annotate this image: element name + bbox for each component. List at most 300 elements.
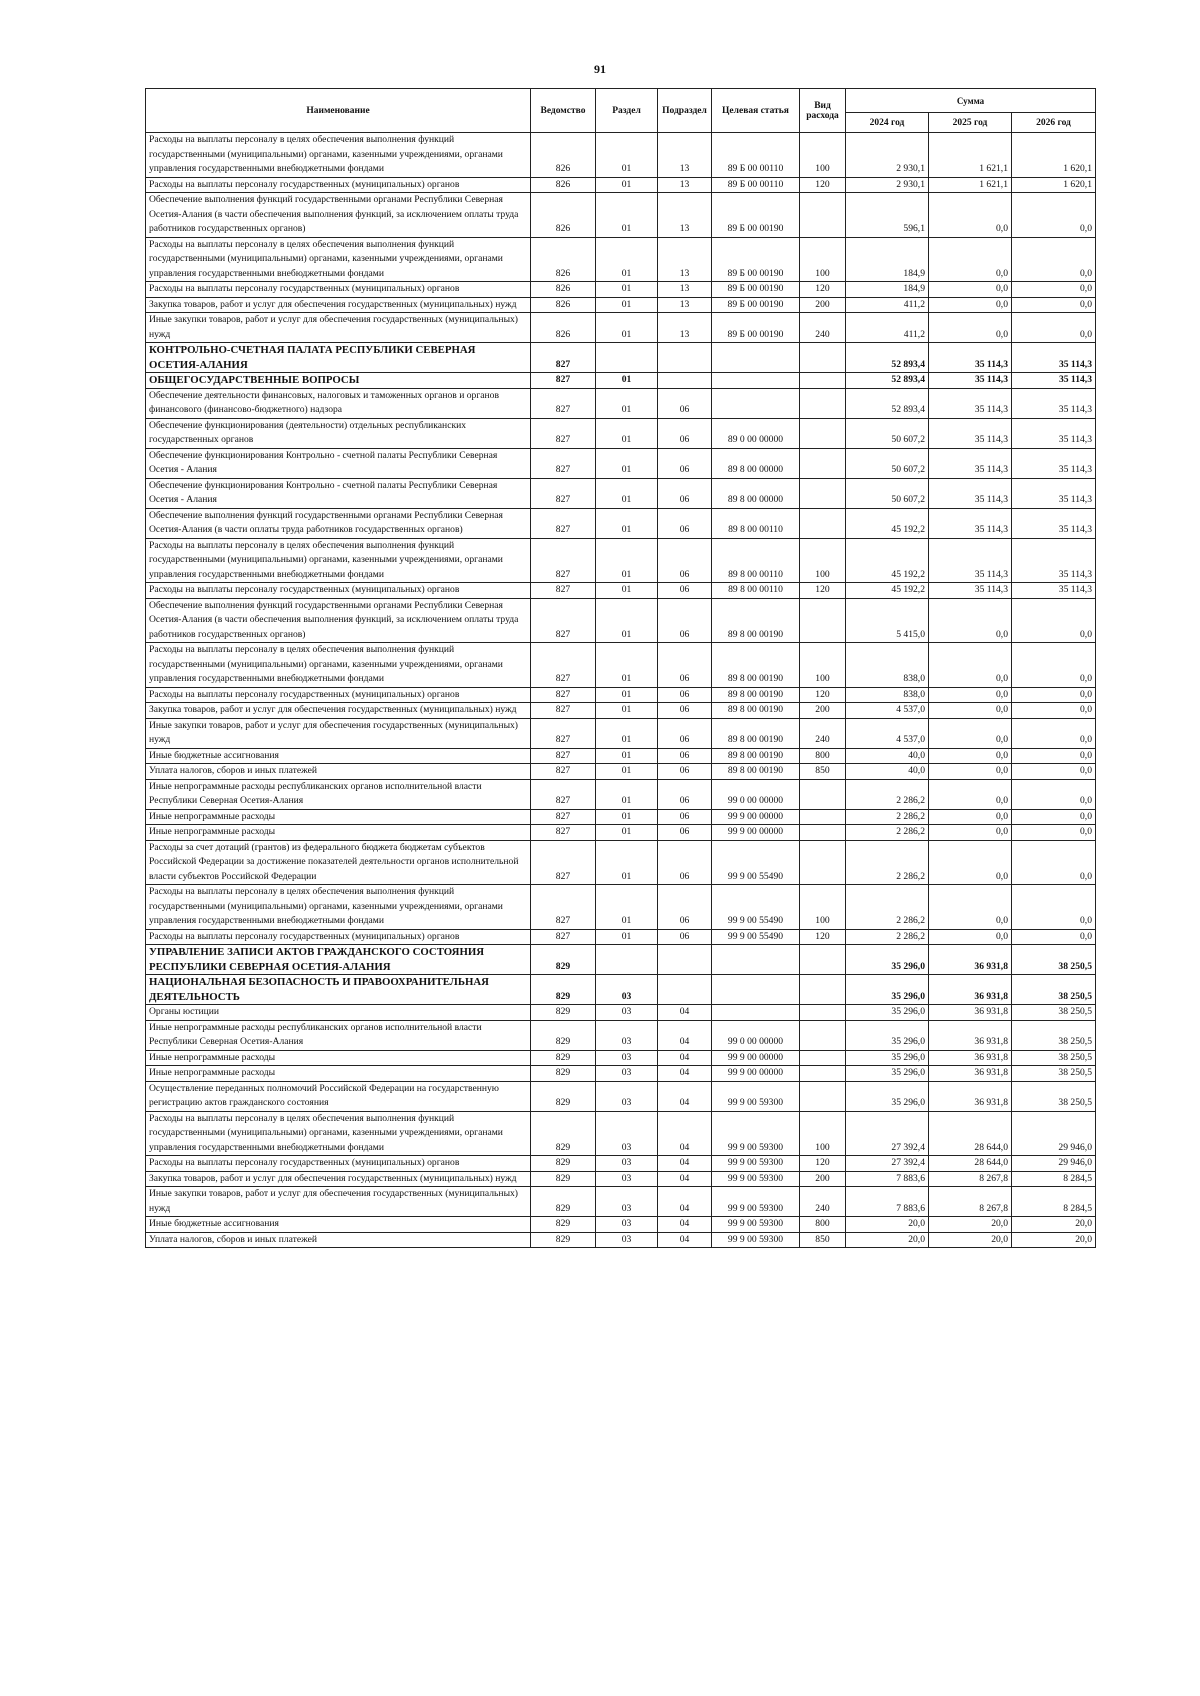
- row-razdel-cell: 03: [596, 1156, 658, 1172]
- row-vedomstvo-cell: 827: [531, 825, 596, 841]
- row-sum-2026-cell: 35 114,3: [1012, 388, 1096, 418]
- row-sum-2024-cell: 52 893,4: [846, 343, 929, 373]
- row-podrazdel-cell: 06: [658, 418, 712, 448]
- row-podrazdel-cell: 06: [658, 885, 712, 930]
- row-sum-2025-cell: 35 114,3: [929, 508, 1012, 538]
- row-celevaya-cell: 89 8 00 00190: [712, 643, 800, 688]
- table-row: [146, 598, 1096, 643]
- row-sum-2025-cell: 0,0: [929, 297, 1012, 313]
- row-name-cell: Иные непрограммные расходы республиканских органов исполнительной власти Республики Северная Осетия-Алания: [146, 1020, 531, 1050]
- row-name-cell: Закупка товаров, работ и услуг для обеспечения государственных (муниципальных) нужд: [146, 297, 531, 313]
- row-vid-cell: [800, 945, 846, 975]
- row-sum-2025-cell: 28 644,0: [929, 1111, 1012, 1156]
- row-podrazdel-cell: 06: [658, 448, 712, 478]
- row-name-cell: Закупка товаров, работ и услуг для обеспечения государственных (муниципальных) нужд: [146, 703, 531, 719]
- table-row: [146, 133, 1096, 178]
- row-vedomstvo-cell: 827: [531, 779, 596, 809]
- row-name-cell: Обеспечение выполнения функций государственными органами Республики Северная Осетия-Алания (в части оплаты труда работников государственных органов): [146, 508, 531, 538]
- row-sum-2025-cell: 0,0: [929, 840, 1012, 885]
- row-vedomstvo-cell: 826: [531, 133, 596, 178]
- row-vedomstvo-cell: 829: [531, 1050, 596, 1066]
- row-vid-cell: [800, 1050, 846, 1066]
- table-row: [146, 343, 1096, 373]
- row-sum-2024-cell: 2 286,2: [846, 809, 929, 825]
- row-podrazdel-cell: 06: [658, 825, 712, 841]
- row-celevaya-cell: 89 8 00 00110: [712, 583, 800, 599]
- row-sum-2026-cell: 29 946,0: [1012, 1156, 1096, 1172]
- row-celevaya-cell: 99 9 00 59300: [712, 1156, 800, 1172]
- row-celevaya-cell: 89 Б 00 00190: [712, 237, 800, 282]
- row-sum-2025-cell: 35 114,3: [929, 538, 1012, 583]
- row-celevaya-cell: 99 9 00 55490: [712, 929, 800, 945]
- row-celevaya-cell: 99 9 00 59300: [712, 1171, 800, 1187]
- row-sum-2024-cell: 411,2: [846, 313, 929, 343]
- row-vid-cell: [800, 373, 846, 389]
- row-sum-2024-cell: 52 893,4: [846, 388, 929, 418]
- row-podrazdel-cell: 06: [658, 840, 712, 885]
- row-vid-cell: 100: [800, 643, 846, 688]
- row-sum-2026-cell: 35 114,3: [1012, 478, 1096, 508]
- table-row: [146, 177, 1096, 193]
- row-vid-cell: [800, 388, 846, 418]
- row-sum-2025-cell: 0,0: [929, 643, 1012, 688]
- row-sum-2025-cell: 1 621,1: [929, 133, 1012, 178]
- row-sum-2025-cell: 35 114,3: [929, 448, 1012, 478]
- row-podrazdel-cell: 06: [658, 583, 712, 599]
- table-row: [146, 193, 1096, 238]
- row-vedomstvo-cell: 829: [531, 1111, 596, 1156]
- row-vedomstvo-cell: 827: [531, 448, 596, 478]
- row-celevaya-cell: [712, 388, 800, 418]
- row-sum-2024-cell: 838,0: [846, 643, 929, 688]
- row-vedomstvo-cell: 826: [531, 313, 596, 343]
- row-name-cell: Расходы на выплаты персоналу государственных (муниципальных) органов: [146, 929, 531, 945]
- row-vedomstvo-cell: 827: [531, 373, 596, 389]
- row-razdel-cell: 01: [596, 313, 658, 343]
- row-sum-2026-cell: 35 114,3: [1012, 418, 1096, 448]
- row-vedomstvo-cell: 829: [531, 945, 596, 975]
- table-row: [146, 1111, 1096, 1156]
- row-sum-2024-cell: 2 286,2: [846, 779, 929, 809]
- table-row: [146, 643, 1096, 688]
- row-podrazdel-cell: 06: [658, 809, 712, 825]
- row-sum-2025-cell: 0,0: [929, 237, 1012, 282]
- row-vedomstvo-cell: 829: [531, 1066, 596, 1082]
- row-celevaya-cell: 99 9 00 59300: [712, 1111, 800, 1156]
- row-razdel-cell: 01: [596, 764, 658, 780]
- row-sum-2024-cell: 40,0: [846, 748, 929, 764]
- row-vedomstvo-cell: 826: [531, 297, 596, 313]
- row-sum-2025-cell: 8 267,8: [929, 1187, 1012, 1217]
- table-row: [146, 825, 1096, 841]
- row-vid-cell: 100: [800, 885, 846, 930]
- row-vid-cell: 120: [800, 583, 846, 599]
- row-sum-2025-cell: 0,0: [929, 825, 1012, 841]
- row-sum-2024-cell: 2 930,1: [846, 177, 929, 193]
- row-vid-cell: 200: [800, 703, 846, 719]
- row-podrazdel-cell: 04: [658, 1050, 712, 1066]
- row-vedomstvo-cell: 829: [531, 1081, 596, 1111]
- header-razdel: Раздел: [596, 89, 658, 133]
- table-row: [146, 687, 1096, 703]
- row-vedomstvo-cell: 827: [531, 478, 596, 508]
- row-vid-cell: 240: [800, 313, 846, 343]
- row-sum-2025-cell: 0,0: [929, 764, 1012, 780]
- row-podrazdel-cell: 04: [658, 1066, 712, 1082]
- row-sum-2026-cell: 20,0: [1012, 1232, 1096, 1248]
- row-sum-2025-cell: 0,0: [929, 885, 1012, 930]
- row-sum-2025-cell: 36 931,8: [929, 945, 1012, 975]
- row-sum-2025-cell: 0,0: [929, 703, 1012, 719]
- header-year-2024: 2024 год: [846, 113, 929, 133]
- row-sum-2026-cell: 38 250,5: [1012, 1020, 1096, 1050]
- row-celevaya-cell: 89 0 00 00000: [712, 418, 800, 448]
- row-razdel-cell: 01: [596, 237, 658, 282]
- row-sum-2025-cell: 35 114,3: [929, 583, 1012, 599]
- row-celevaya-cell: 99 9 00 55490: [712, 840, 800, 885]
- row-vid-cell: 100: [800, 1111, 846, 1156]
- row-name-cell: Обеспечение функционирования Контрольно - счетной палаты Республики Северная Осетия - Алания: [146, 478, 531, 508]
- row-vid-cell: [800, 598, 846, 643]
- row-name-cell: Расходы на выплаты персоналу государственных (муниципальных) органов: [146, 583, 531, 599]
- row-name-cell: Иные бюджетные ассигнования: [146, 1217, 531, 1233]
- row-sum-2025-cell: 20,0: [929, 1217, 1012, 1233]
- row-vedomstvo-cell: 827: [531, 583, 596, 599]
- row-podrazdel-cell: 04: [658, 1232, 712, 1248]
- row-celevaya-cell: 89 Б 00 00190: [712, 297, 800, 313]
- row-razdel-cell: 01: [596, 825, 658, 841]
- row-sum-2024-cell: 45 192,2: [846, 583, 929, 599]
- row-vid-cell: 850: [800, 1232, 846, 1248]
- row-sum-2025-cell: 0,0: [929, 718, 1012, 748]
- row-name-cell: Закупка товаров, работ и услуг для обеспечения государственных (муниципальных) нужд: [146, 1171, 531, 1187]
- row-sum-2024-cell: 2 286,2: [846, 885, 929, 930]
- row-vid-cell: [800, 418, 846, 448]
- row-razdel-cell: 03: [596, 1111, 658, 1156]
- row-razdel-cell: 01: [596, 840, 658, 885]
- row-vid-cell: 120: [800, 1156, 846, 1172]
- row-vedomstvo-cell: 827: [531, 840, 596, 885]
- row-vid-cell: [800, 448, 846, 478]
- row-sum-2024-cell: 4 537,0: [846, 703, 929, 719]
- row-podrazdel-cell: 13: [658, 133, 712, 178]
- row-podrazdel-cell: 06: [658, 643, 712, 688]
- row-vedomstvo-cell: 827: [531, 764, 596, 780]
- row-vedomstvo-cell: 827: [531, 388, 596, 418]
- row-name-cell: Расходы на выплаты персоналу в целях обеспечения выполнения функций государственными (муниципальными) органами, казенными учреждениями, органами управления государственными внебюджетными фондами: [146, 538, 531, 583]
- row-sum-2026-cell: 0,0: [1012, 748, 1096, 764]
- row-celevaya-cell: 89 Б 00 00190: [712, 313, 800, 343]
- row-vid-cell: 800: [800, 748, 846, 764]
- row-sum-2026-cell: 20,0: [1012, 1217, 1096, 1233]
- table-row: [146, 1050, 1096, 1066]
- row-razdel-cell: 03: [596, 1232, 658, 1248]
- row-razdel-cell: 03: [596, 1081, 658, 1111]
- row-razdel-cell: 01: [596, 885, 658, 930]
- table-row: [146, 929, 1096, 945]
- header-celevaya-statya: Целевая статья: [712, 89, 800, 133]
- row-razdel-cell: 01: [596, 538, 658, 583]
- row-vedomstvo-cell: 827: [531, 343, 596, 373]
- row-vid-cell: [800, 508, 846, 538]
- row-sum-2024-cell: 184,9: [846, 282, 929, 298]
- row-vedomstvo-cell: 827: [531, 748, 596, 764]
- row-sum-2024-cell: 838,0: [846, 687, 929, 703]
- row-sum-2026-cell: 35 114,3: [1012, 343, 1096, 373]
- header-name: Наименование: [146, 89, 531, 133]
- row-podrazdel-cell: 04: [658, 1171, 712, 1187]
- row-name-cell: КОНТРОЛЬНО-СЧЕТНАЯ ПАЛАТА РЕСПУБЛИКИ СЕВЕРНАЯ ОСЕТИЯ-АЛАНИЯ: [146, 343, 531, 373]
- row-sum-2026-cell: 35 114,3: [1012, 448, 1096, 478]
- row-razdel-cell: 01: [596, 448, 658, 478]
- row-vid-cell: 120: [800, 282, 846, 298]
- row-razdel-cell: 01: [596, 583, 658, 599]
- row-vid-cell: 120: [800, 929, 846, 945]
- table-row: [146, 703, 1096, 719]
- row-sum-2026-cell: 0,0: [1012, 297, 1096, 313]
- row-celevaya-cell: [712, 975, 800, 1005]
- header-summa: Сумма: [846, 89, 1096, 113]
- row-vid-cell: [800, 1066, 846, 1082]
- row-razdel-cell: [596, 343, 658, 373]
- row-name-cell: Иные закупки товаров, работ и услуг для обеспечения государственных (муниципальных) нужд: [146, 1187, 531, 1217]
- row-name-cell: Расходы на выплаты персоналу в целях обеспечения выполнения функций государственными (муниципальными) органами, казенными учреждениями, органами управления государственными внебюджетными фондами: [146, 885, 531, 930]
- row-celevaya-cell: 99 9 00 00000: [712, 825, 800, 841]
- row-vedomstvo-cell: 826: [531, 193, 596, 238]
- row-name-cell: Обеспечение выполнения функций государственными органами Республики Северная Осетия-Алания (в части обеспечения выполнения функций, за исключением оплаты труда работников государственных органов): [146, 193, 531, 238]
- row-celevaya-cell: 89 8 00 00190: [712, 718, 800, 748]
- row-razdel-cell: 01: [596, 703, 658, 719]
- table-row: [146, 448, 1096, 478]
- header-year-2026: 2026 год: [1012, 113, 1096, 133]
- row-sum-2024-cell: 35 296,0: [846, 945, 929, 975]
- row-podrazdel-cell: [658, 975, 712, 1005]
- row-podrazdel-cell: 06: [658, 478, 712, 508]
- row-name-cell: Расходы на выплаты персоналу государственных (муниципальных) органов: [146, 177, 531, 193]
- row-podrazdel-cell: 04: [658, 1081, 712, 1111]
- table-row: [146, 748, 1096, 764]
- row-sum-2024-cell: 7 883,6: [846, 1187, 929, 1217]
- row-podrazdel-cell: 04: [658, 1156, 712, 1172]
- row-podrazdel-cell: [658, 945, 712, 975]
- row-vedomstvo-cell: 827: [531, 598, 596, 643]
- header-podrazdel: Подраздел: [658, 89, 712, 133]
- row-podrazdel-cell: 06: [658, 388, 712, 418]
- row-vid-cell: [800, 1005, 846, 1021]
- row-podrazdel-cell: 06: [658, 748, 712, 764]
- row-sum-2024-cell: 2 286,2: [846, 929, 929, 945]
- row-razdel-cell: 01: [596, 809, 658, 825]
- row-vedomstvo-cell: 826: [531, 177, 596, 193]
- row-vedomstvo-cell: 829: [531, 1217, 596, 1233]
- row-vedomstvo-cell: 829: [531, 1156, 596, 1172]
- row-name-cell: Расходы на выплаты персоналу государственных (муниципальных) органов: [146, 687, 531, 703]
- row-razdel-cell: 01: [596, 598, 658, 643]
- row-sum-2026-cell: 0,0: [1012, 779, 1096, 809]
- row-vid-cell: [800, 840, 846, 885]
- row-celevaya-cell: 99 9 00 55490: [712, 885, 800, 930]
- row-razdel-cell: 01: [596, 177, 658, 193]
- row-sum-2024-cell: 35 296,0: [846, 1081, 929, 1111]
- row-vid-cell: 120: [800, 687, 846, 703]
- table-row: [146, 373, 1096, 389]
- header-vid-rashoda: Вид расхода: [800, 89, 846, 133]
- row-vid-cell: 100: [800, 237, 846, 282]
- header-vedomstvo: Ведомство: [531, 89, 596, 133]
- row-podrazdel-cell: 06: [658, 929, 712, 945]
- row-sum-2026-cell: 0,0: [1012, 643, 1096, 688]
- row-podrazdel-cell: 06: [658, 598, 712, 643]
- row-name-cell: Уплата налогов, сборов и иных платежей: [146, 764, 531, 780]
- row-sum-2026-cell: 35 114,3: [1012, 373, 1096, 389]
- row-sum-2026-cell: 38 250,5: [1012, 1005, 1096, 1021]
- row-name-cell: Органы юстиции: [146, 1005, 531, 1021]
- row-sum-2024-cell: 596,1: [846, 193, 929, 238]
- row-razdel-cell: 01: [596, 478, 658, 508]
- row-vedomstvo-cell: 827: [531, 809, 596, 825]
- row-celevaya-cell: [712, 1005, 800, 1021]
- row-vedomstvo-cell: 827: [531, 538, 596, 583]
- row-razdel-cell: 03: [596, 975, 658, 1005]
- row-sum-2025-cell: 36 931,8: [929, 1081, 1012, 1111]
- row-name-cell: Обеспечение функционирования Контрольно - счетной палаты Республики Северная Осетия - Алания: [146, 448, 531, 478]
- row-sum-2026-cell: 0,0: [1012, 929, 1096, 945]
- page-number: 91: [594, 62, 606, 76]
- row-name-cell: Иные непрограммные расходы: [146, 1066, 531, 1082]
- row-celevaya-cell: 99 9 00 59300: [712, 1232, 800, 1248]
- row-razdel-cell: 01: [596, 643, 658, 688]
- row-vid-cell: 800: [800, 1217, 846, 1233]
- row-sum-2024-cell: 27 392,4: [846, 1156, 929, 1172]
- row-vedomstvo-cell: 827: [531, 929, 596, 945]
- row-sum-2025-cell: 1 621,1: [929, 177, 1012, 193]
- row-podrazdel-cell: 06: [658, 703, 712, 719]
- table-row: [146, 1232, 1096, 1248]
- row-name-cell: Иные непрограммные расходы: [146, 809, 531, 825]
- table-row: [146, 583, 1096, 599]
- row-sum-2025-cell: 36 931,8: [929, 1020, 1012, 1050]
- table-row: [146, 779, 1096, 809]
- budget-table: [145, 88, 1096, 1248]
- row-vedomstvo-cell: 827: [531, 703, 596, 719]
- row-sum-2025-cell: 0,0: [929, 748, 1012, 764]
- row-celevaya-cell: 99 9 00 00000: [712, 809, 800, 825]
- row-podrazdel-cell: 06: [658, 764, 712, 780]
- row-name-cell: Расходы на выплаты персоналу в целях обеспечения выполнения функций государственными (муниципальными) органами, казенными учреждениями, органами управления государственными внебюджетными фондами: [146, 237, 531, 282]
- row-sum-2024-cell: 5 415,0: [846, 598, 929, 643]
- header-year-2025: 2025 год: [929, 113, 1012, 133]
- row-razdel-cell: 01: [596, 718, 658, 748]
- row-podrazdel-cell: 06: [658, 718, 712, 748]
- row-razdel-cell: 01: [596, 282, 658, 298]
- row-name-cell: Расходы на выплаты персоналу в целях обеспечения выполнения функций государственными (муниципальными) органами, казенными учреждениями, органами управления государственными внебюджетными фондами: [146, 643, 531, 688]
- row-vedomstvo-cell: 827: [531, 687, 596, 703]
- row-sum-2024-cell: 40,0: [846, 764, 929, 780]
- table-row: [146, 418, 1096, 448]
- row-sum-2025-cell: 0,0: [929, 313, 1012, 343]
- row-razdel-cell: 01: [596, 779, 658, 809]
- row-razdel-cell: 01: [596, 133, 658, 178]
- row-sum-2026-cell: 38 250,5: [1012, 975, 1096, 1005]
- row-celevaya-cell: 89 8 00 00190: [712, 687, 800, 703]
- row-sum-2026-cell: 0,0: [1012, 193, 1096, 238]
- row-sum-2024-cell: 35 296,0: [846, 1066, 929, 1082]
- row-sum-2026-cell: 0,0: [1012, 237, 1096, 282]
- row-celevaya-cell: 89 8 00 00110: [712, 538, 800, 583]
- row-sum-2024-cell: 20,0: [846, 1232, 929, 1248]
- table-row: [146, 1187, 1096, 1217]
- row-sum-2024-cell: 2 286,2: [846, 840, 929, 885]
- row-vedomstvo-cell: 829: [531, 1187, 596, 1217]
- row-name-cell: Обеспечение функционирования (деятельности) отдельных республиканских государственных органов: [146, 418, 531, 448]
- row-celevaya-cell: 99 9 00 59300: [712, 1187, 800, 1217]
- table-row: [146, 1081, 1096, 1111]
- row-razdel-cell: 01: [596, 388, 658, 418]
- row-sum-2025-cell: 0,0: [929, 809, 1012, 825]
- row-razdel-cell: 01: [596, 297, 658, 313]
- row-vid-cell: [800, 1020, 846, 1050]
- row-razdel-cell: 03: [596, 1050, 658, 1066]
- row-sum-2024-cell: 35 296,0: [846, 1050, 929, 1066]
- row-sum-2024-cell: 45 192,2: [846, 508, 929, 538]
- row-vedomstvo-cell: 829: [531, 975, 596, 1005]
- row-sum-2025-cell: 35 114,3: [929, 388, 1012, 418]
- row-celevaya-cell: 89 Б 00 00110: [712, 177, 800, 193]
- row-podrazdel-cell: [658, 373, 712, 389]
- table-row: [146, 508, 1096, 538]
- row-razdel-cell: 01: [596, 193, 658, 238]
- row-podrazdel-cell: 06: [658, 779, 712, 809]
- row-podrazdel-cell: 13: [658, 237, 712, 282]
- row-celevaya-cell: 89 Б 00 00110: [712, 133, 800, 178]
- row-celevaya-cell: [712, 373, 800, 389]
- row-sum-2026-cell: 29 946,0: [1012, 1111, 1096, 1156]
- row-celevaya-cell: [712, 945, 800, 975]
- row-sum-2026-cell: 38 250,5: [1012, 1050, 1096, 1066]
- row-vid-cell: [800, 825, 846, 841]
- row-celevaya-cell: 89 8 00 00190: [712, 748, 800, 764]
- row-sum-2025-cell: 35 114,3: [929, 343, 1012, 373]
- table-row: [146, 282, 1096, 298]
- row-sum-2024-cell: 7 883,6: [846, 1171, 929, 1187]
- row-celevaya-cell: 89 8 00 00000: [712, 478, 800, 508]
- table-row: [146, 809, 1096, 825]
- table-row: [146, 313, 1096, 343]
- row-sum-2025-cell: 28 644,0: [929, 1156, 1012, 1172]
- table-row: [146, 975, 1096, 1005]
- row-vedomstvo-cell: 829: [531, 1020, 596, 1050]
- row-razdel-cell: 03: [596, 1066, 658, 1082]
- row-vedomstvo-cell: 829: [531, 1232, 596, 1248]
- row-vid-cell: [800, 343, 846, 373]
- row-celevaya-cell: 99 9 00 59300: [712, 1217, 800, 1233]
- row-name-cell: Расходы на выплаты персоналу государственных (муниципальных) органов: [146, 282, 531, 298]
- row-name-cell: Иные закупки товаров, работ и услуг для обеспечения государственных (муниципальных) нужд: [146, 718, 531, 748]
- row-sum-2024-cell: 4 537,0: [846, 718, 929, 748]
- row-razdel-cell: [596, 945, 658, 975]
- row-name-cell: Расходы за счет дотаций (грантов) из федерального бюджета бюджетам субъектов Российской Федерации за достижение показателей деятельности органов исполнительной власти субъектов Российской Федерации: [146, 840, 531, 885]
- row-vedomstvo-cell: 827: [531, 643, 596, 688]
- row-vid-cell: 850: [800, 764, 846, 780]
- row-sum-2024-cell: 50 607,2: [846, 448, 929, 478]
- row-vedomstvo-cell: 826: [531, 237, 596, 282]
- table-row: [146, 478, 1096, 508]
- table-row: [146, 538, 1096, 583]
- row-sum-2026-cell: 8 284,5: [1012, 1171, 1096, 1187]
- row-vid-cell: [800, 1081, 846, 1111]
- row-name-cell: Иные непрограммные расходы: [146, 1050, 531, 1066]
- row-name-cell: Иные непрограммные расходы республиканских органов исполнительной власти Республики Северная Осетия-Алания: [146, 779, 531, 809]
